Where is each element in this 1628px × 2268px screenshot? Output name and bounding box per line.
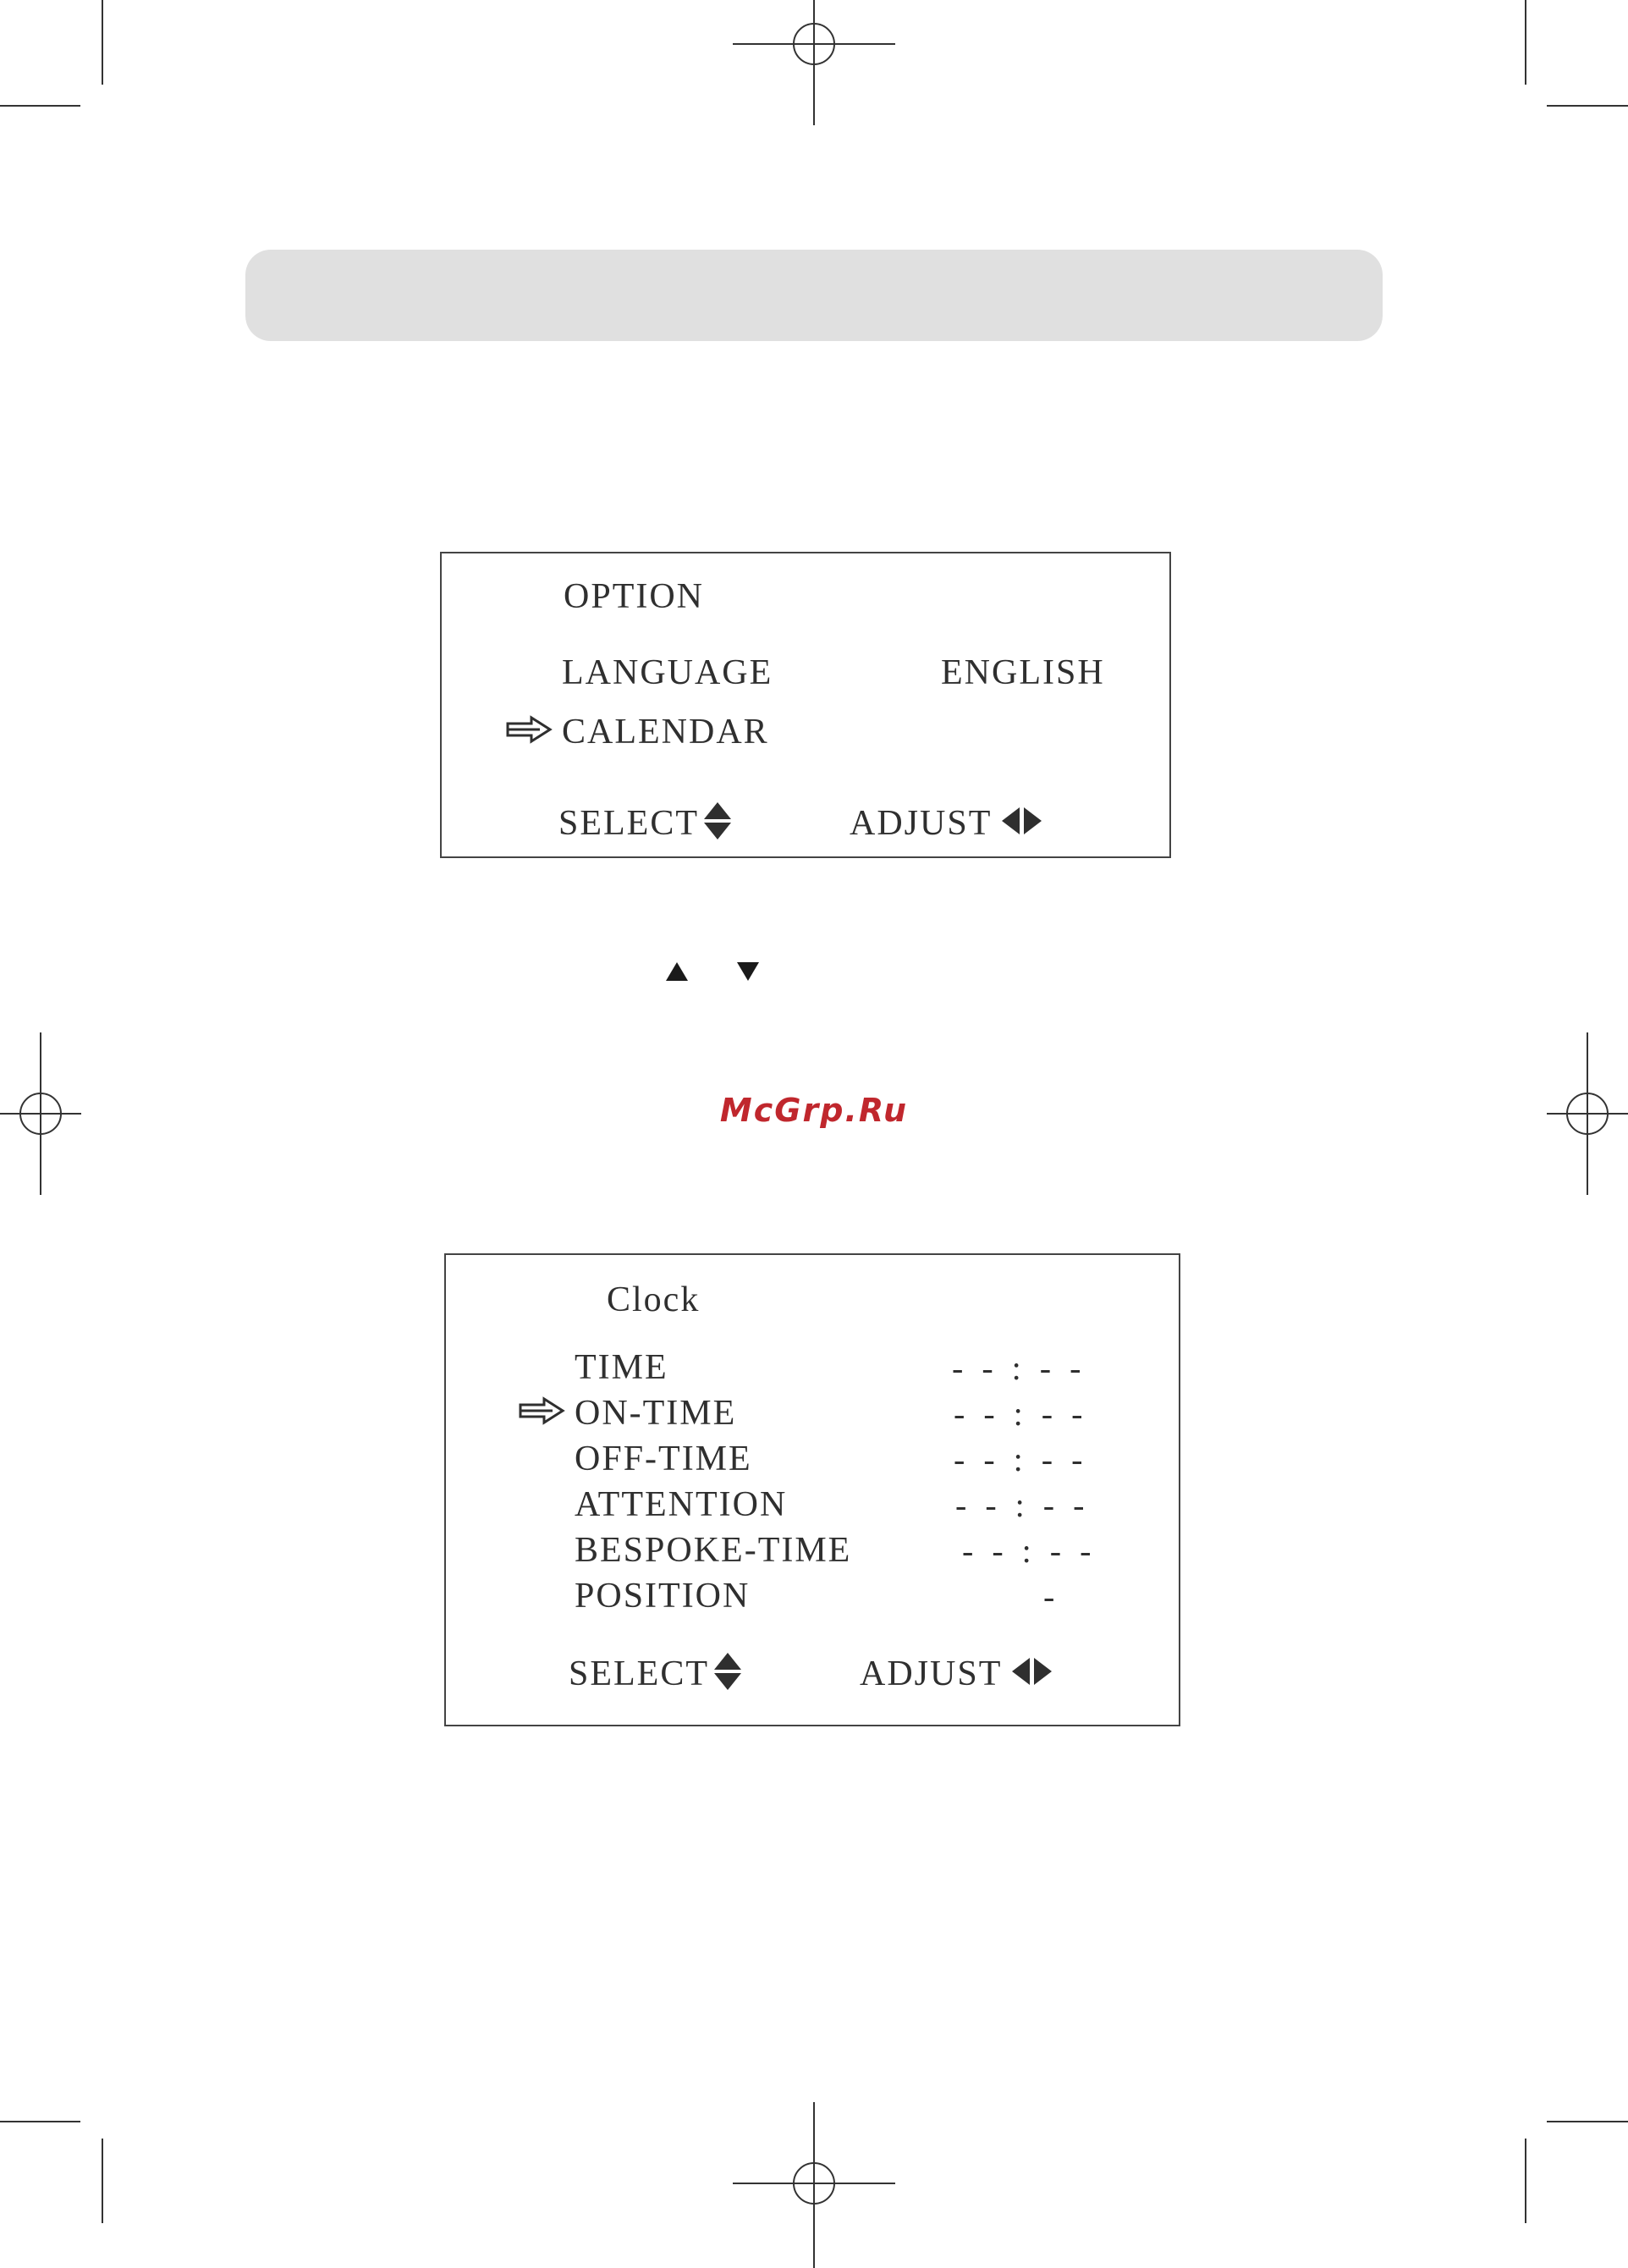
menu-item-calendar[interactable]: CALENDAR xyxy=(562,713,769,751)
menu-item-on-time[interactable]: ON-TIME xyxy=(575,1394,737,1433)
option-menu-title: OPTION xyxy=(564,577,704,616)
menu-item-bespoke-time[interactable]: BESPOKE-TIME xyxy=(575,1531,852,1570)
crop-mark-tr-v xyxy=(1525,0,1526,85)
select-hint-label: SELECT xyxy=(569,1654,709,1693)
menu-value-language[interactable]: ENGLISH xyxy=(941,653,1105,692)
crop-mark-bl-h xyxy=(0,2121,80,2122)
menu-value-off-time[interactable]: - - : - - xyxy=(954,1440,1088,1478)
left-right-triangle-icon xyxy=(1000,806,1044,836)
menu-value-position[interactable]: - xyxy=(1043,1577,1060,1616)
clock-menu-title: Clock xyxy=(607,1280,701,1319)
registration-mark-bottom xyxy=(729,2099,899,2268)
menu-item-off-time[interactable]: OFF-TIME xyxy=(575,1440,752,1478)
crop-mark-tl-h xyxy=(0,105,80,107)
up-down-triangle-icon xyxy=(702,801,733,841)
menu-item-attention[interactable]: ATTENTION xyxy=(575,1485,788,1524)
menu-value-time[interactable]: - - : - - xyxy=(952,1349,1086,1387)
clock-menu-panel xyxy=(444,1253,1180,1726)
crop-mark-bl-v xyxy=(102,2139,103,2223)
menu-item-position[interactable]: POSITION xyxy=(575,1577,751,1616)
crop-mark-br-v xyxy=(1525,2139,1526,2223)
up-triangle-icon xyxy=(665,961,689,982)
down-triangle-icon xyxy=(736,961,760,982)
crop-mark-tl-v xyxy=(102,0,103,85)
hollow-right-arrow-icon xyxy=(519,1395,566,1426)
menu-value-on-time[interactable]: - - : - - xyxy=(954,1395,1088,1433)
left-right-triangle-icon xyxy=(1010,1656,1054,1687)
watermark: McGrp.Ru xyxy=(719,1092,909,1129)
menu-value-bespoke-time[interactable]: - - : - - xyxy=(962,1532,1097,1570)
menu-value-attention[interactable]: - - : - - xyxy=(955,1486,1090,1524)
adjust-hint-label: ADJUST xyxy=(860,1654,1003,1693)
menu-item-language[interactable]: LANGUAGE xyxy=(562,653,773,692)
hollow-right-arrow-icon xyxy=(506,714,553,745)
menu-item-time[interactable]: TIME xyxy=(575,1348,668,1387)
crop-mark-tr-h xyxy=(1547,105,1628,107)
registration-mark-top xyxy=(729,0,899,129)
up-down-triangle-icon xyxy=(712,1651,743,1692)
option-menu-panel xyxy=(440,552,1171,858)
section-header-banner xyxy=(245,250,1383,341)
select-hint-label: SELECT xyxy=(558,804,699,843)
crop-mark-br-h xyxy=(1547,2121,1628,2122)
adjust-hint-label: ADJUST xyxy=(850,804,993,843)
